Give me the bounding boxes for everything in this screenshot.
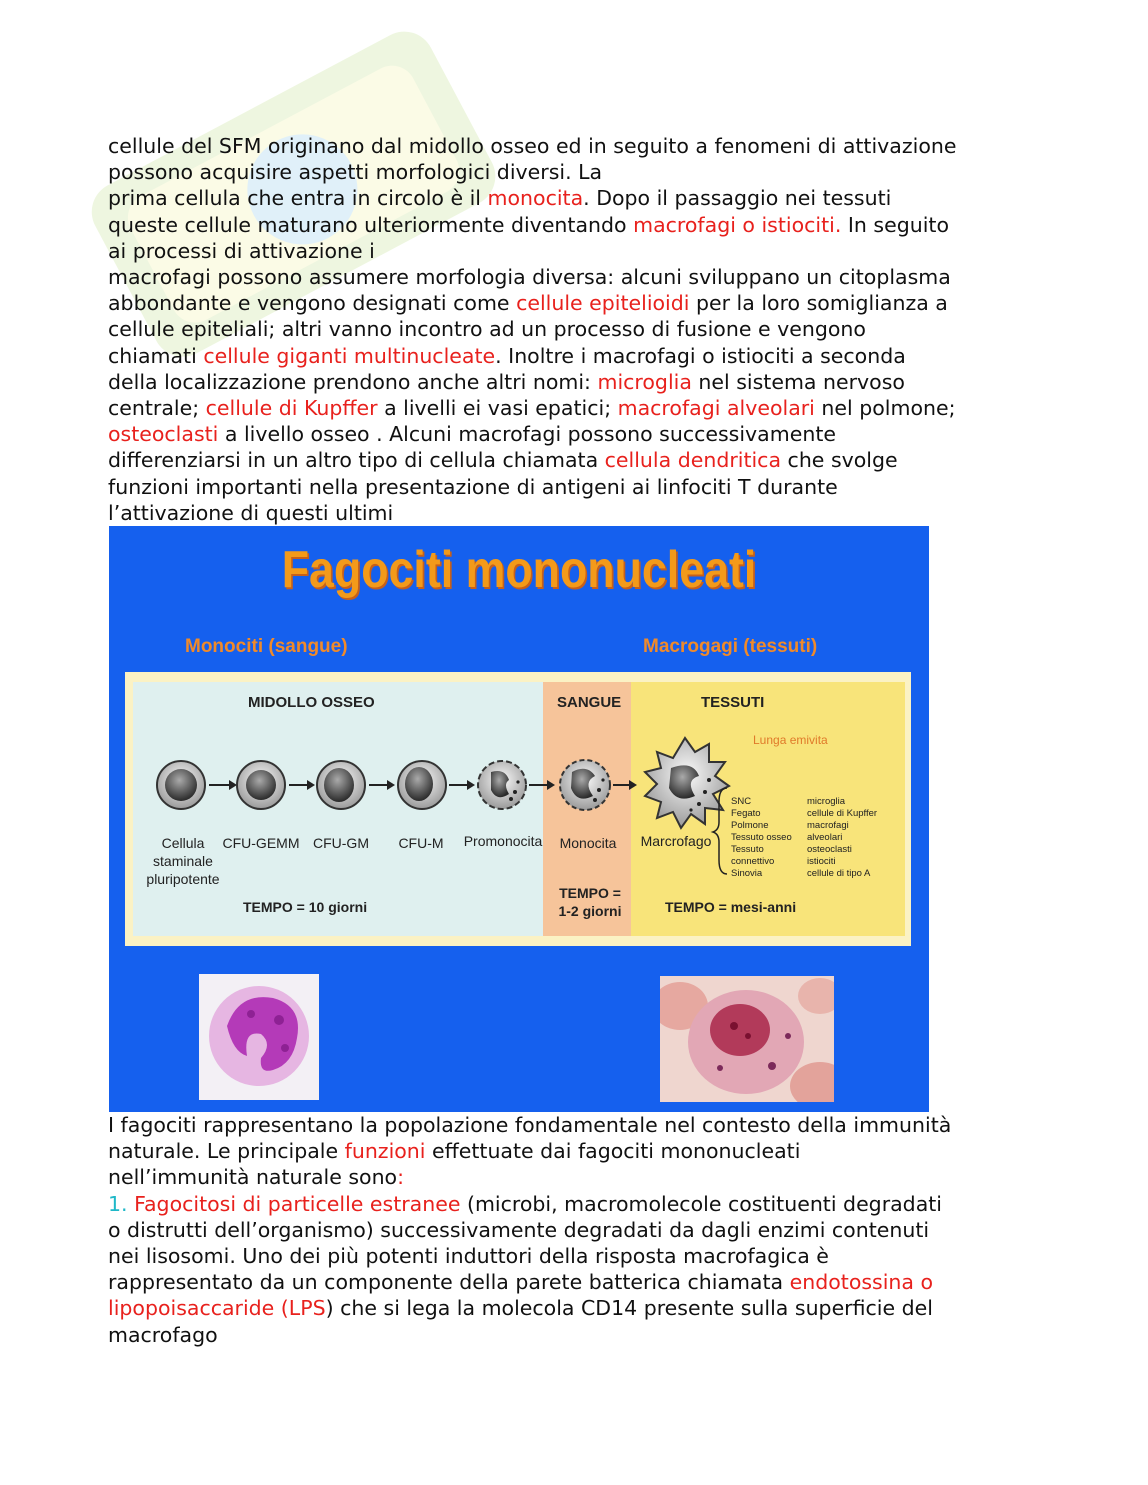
text-line bbox=[108, 316, 1048, 342]
highlight-term: Fagocitosi di particelle estranee bbox=[134, 1191, 461, 1216]
highlight-term: 1. bbox=[108, 1191, 135, 1216]
label-macrofago: Marcrofago bbox=[640, 833, 712, 849]
cell-macrofago bbox=[645, 738, 729, 828]
text-segment: chiamati bbox=[108, 343, 204, 368]
text-line bbox=[108, 1191, 1048, 1217]
text-segment: rappresentato da un componente della parete batterica chiamata bbox=[108, 1270, 790, 1295]
text-segment: . Dopo il passaggio nei tessuti bbox=[583, 186, 892, 211]
highlight-term: osteoclasti bbox=[108, 422, 219, 447]
text-segment: . Inoltre i macrofagi o istiociti a seconda bbox=[495, 343, 906, 368]
highlight-term: monocita bbox=[487, 186, 584, 211]
text-segment: nel polmone; bbox=[814, 396, 956, 421]
lunga-emivita-label: Lunga emivita bbox=[753, 733, 828, 747]
list-item: alveolari bbox=[807, 832, 843, 843]
label-cfu-gemm: CFU-GEMM bbox=[222, 835, 300, 851]
list-item: cellule di Kupffer bbox=[807, 808, 878, 819]
text-line bbox=[108, 395, 1048, 421]
list-item: SNC bbox=[731, 796, 752, 807]
text-segment: nell’immunità naturale sono bbox=[108, 1165, 398, 1190]
time-tessuti: TEMPO = mesi-anni bbox=[665, 899, 797, 915]
time-sangue: TEMPO = 1-2 giorni bbox=[558, 885, 622, 919]
text-line bbox=[108, 264, 1048, 290]
text-line bbox=[108, 1322, 1048, 1348]
cell-staminale bbox=[157, 761, 205, 809]
text-line bbox=[108, 1112, 1048, 1138]
text-segment: o distrutti dell’organismo) successivamente degradati da dagli enzimi contenuti bbox=[108, 1217, 930, 1242]
highlight-term: endotossina o bbox=[789, 1270, 934, 1295]
text-segment: possono acquisire aspetti morfologici diversi. La bbox=[108, 160, 603, 185]
label-staminale: Cellula staminale pluripotente bbox=[146, 835, 220, 887]
text-segment: naturale. Le principale bbox=[108, 1139, 345, 1164]
list-item: istiociti bbox=[807, 856, 836, 867]
arrow-icon bbox=[369, 780, 395, 790]
highlight-term: lipopoisaccaride (LPS bbox=[108, 1296, 326, 1321]
text-segment: (microbi, macromolecole costituenti degradati bbox=[460, 1191, 942, 1216]
text-segment: nei lisosomi. Uno dei più potenti induttori della risposta macrofagica è bbox=[108, 1244, 829, 1269]
text-line bbox=[108, 1269, 1048, 1295]
highlight-term: macrofagi o istiociti. bbox=[633, 212, 842, 237]
highlight-term: funzioni bbox=[344, 1139, 426, 1164]
zone-sangue-label: SANGUE bbox=[557, 694, 622, 711]
label-monocita: Monocita bbox=[559, 835, 617, 851]
cell-monocita bbox=[560, 760, 610, 810]
intro-paragraph bbox=[108, 133, 1048, 526]
text-line bbox=[108, 1295, 1048, 1321]
highlight-term: cellule giganti multinucleate bbox=[203, 343, 496, 368]
text-segment: l’attivazione di questi ultimi bbox=[108, 500, 394, 525]
text-segment: che svolge bbox=[781, 448, 898, 473]
arrow-icon bbox=[289, 780, 315, 790]
diagram-panel bbox=[125, 672, 911, 946]
text-segment: differenziarsi in un altro tipo di cellula chiamata bbox=[108, 448, 605, 473]
highlight-term: microglia bbox=[597, 369, 692, 394]
list-item: macrofagi bbox=[807, 820, 849, 831]
cell-cfu-gemm bbox=[237, 761, 285, 809]
label-promonocita: Promonocita bbox=[463, 833, 543, 849]
text-segment: effettuate dai fagociti mononucleati bbox=[425, 1139, 801, 1164]
text-line bbox=[108, 238, 1048, 264]
text-line bbox=[108, 133, 1048, 159]
text-segment: funzioni importanti nella presentazione di antigeni ai linfociti T durante bbox=[108, 474, 838, 499]
list-item: Polmone bbox=[731, 820, 769, 831]
monocyte-micrograph bbox=[199, 974, 319, 1100]
highlight-term: macrofagi alveolari bbox=[617, 396, 815, 421]
label-cfu-gm: CFU-GM bbox=[313, 835, 369, 851]
cell-cfu-m bbox=[398, 761, 446, 809]
text-segment: ) che si lega la molecola CD14 presente sulla superficie del bbox=[325, 1296, 933, 1321]
list-item: osteoclasti bbox=[807, 844, 852, 855]
time-midollo: TEMPO = 10 giorni bbox=[243, 899, 368, 915]
cell-type-list bbox=[807, 796, 877, 880]
text-segment: I fagociti rappresentano la popolazione fondamentale nel contesto della immunità bbox=[108, 1113, 952, 1137]
text-segment: centrale; bbox=[108, 396, 206, 421]
text-segment: per la loro somiglianza a bbox=[689, 291, 948, 316]
figure-title: Fagociti mononucleati bbox=[281, 541, 757, 599]
text-segment: a livelli ei vasi epatici; bbox=[377, 396, 618, 421]
text-segment: In seguito bbox=[841, 212, 950, 237]
text-line bbox=[108, 290, 1048, 316]
list-item: microglia bbox=[807, 796, 846, 807]
figure-fagociti-mononucleati bbox=[109, 526, 929, 1112]
organ-list bbox=[731, 796, 792, 880]
zone-midollo-label: MIDOLLO OSSEO bbox=[248, 694, 375, 711]
text-line bbox=[108, 1138, 1048, 1164]
functions-paragraph bbox=[108, 1112, 1048, 1348]
text-line bbox=[108, 212, 1048, 238]
text-line bbox=[108, 500, 1048, 526]
text-segment: a livello osseo . Alcuni macrofagi possono successivamente bbox=[218, 422, 836, 447]
text-segment: abbondante e vengono designati come bbox=[108, 291, 517, 316]
text-line bbox=[108, 1243, 1048, 1269]
list-item: Tessuto osseo bbox=[731, 832, 792, 843]
highlight-term: : bbox=[397, 1165, 405, 1190]
text-segment: macrofago bbox=[108, 1322, 218, 1347]
text-line bbox=[108, 447, 1048, 473]
list-item: connettivo bbox=[731, 856, 775, 867]
text-line bbox=[108, 343, 1048, 369]
text-segment: ai processi di attivazione i bbox=[108, 238, 375, 263]
list-item: Fegato bbox=[731, 808, 761, 819]
text-line bbox=[108, 159, 1048, 185]
highlight-term: cellule epitelioidi bbox=[516, 291, 690, 316]
text-line bbox=[108, 1164, 1048, 1190]
text-line bbox=[108, 369, 1048, 395]
text-segment: nel sistema nervoso bbox=[691, 369, 905, 394]
list-item: Tessuto bbox=[731, 844, 764, 855]
macrophage-micrograph bbox=[660, 976, 834, 1102]
figure-left-heading: Monociti (sangue) bbox=[185, 636, 348, 657]
text-segment: cellule del SFM originano dal midollo osseo ed in seguito a fenomeni di attivazione bbox=[108, 134, 957, 158]
text-line bbox=[108, 421, 1048, 447]
text-segment: prima cellula che entra in circolo è il bbox=[108, 186, 488, 211]
text-segment: queste cellule maturano ulteriormente diventando bbox=[108, 212, 634, 237]
text-segment: cellule epiteliali; altri vanno incontro ad un processo di fusione e vengono bbox=[108, 317, 866, 342]
highlight-term: cellule di Kupffer bbox=[205, 396, 378, 421]
cell-cfu-gm bbox=[317, 761, 365, 809]
label-cfu-m: CFU-M bbox=[398, 835, 444, 851]
highlight-term: cellula dendritica bbox=[604, 448, 782, 473]
list-item: cellule di tipo A bbox=[807, 868, 871, 879]
text-segment: della localizzazione prendono anche altri nomi: bbox=[108, 369, 598, 394]
text-line bbox=[108, 185, 1048, 211]
arrow-icon bbox=[209, 780, 237, 790]
zone-tessuti-label: TESSUTI bbox=[701, 694, 765, 711]
arrow-icon bbox=[529, 780, 555, 790]
text-line bbox=[108, 474, 1048, 500]
list-item: Sinovia bbox=[731, 868, 763, 879]
arrow-icon bbox=[449, 780, 475, 790]
figure-right-heading: Macrogagi (tessuti) bbox=[643, 636, 818, 657]
arrow-icon bbox=[613, 780, 637, 790]
cell-promonocita bbox=[478, 761, 526, 809]
text-line bbox=[108, 1217, 1048, 1243]
text-segment: macrofagi possono assumere morfologia diversa: alcuni sviluppano un citoplasma bbox=[108, 265, 951, 290]
